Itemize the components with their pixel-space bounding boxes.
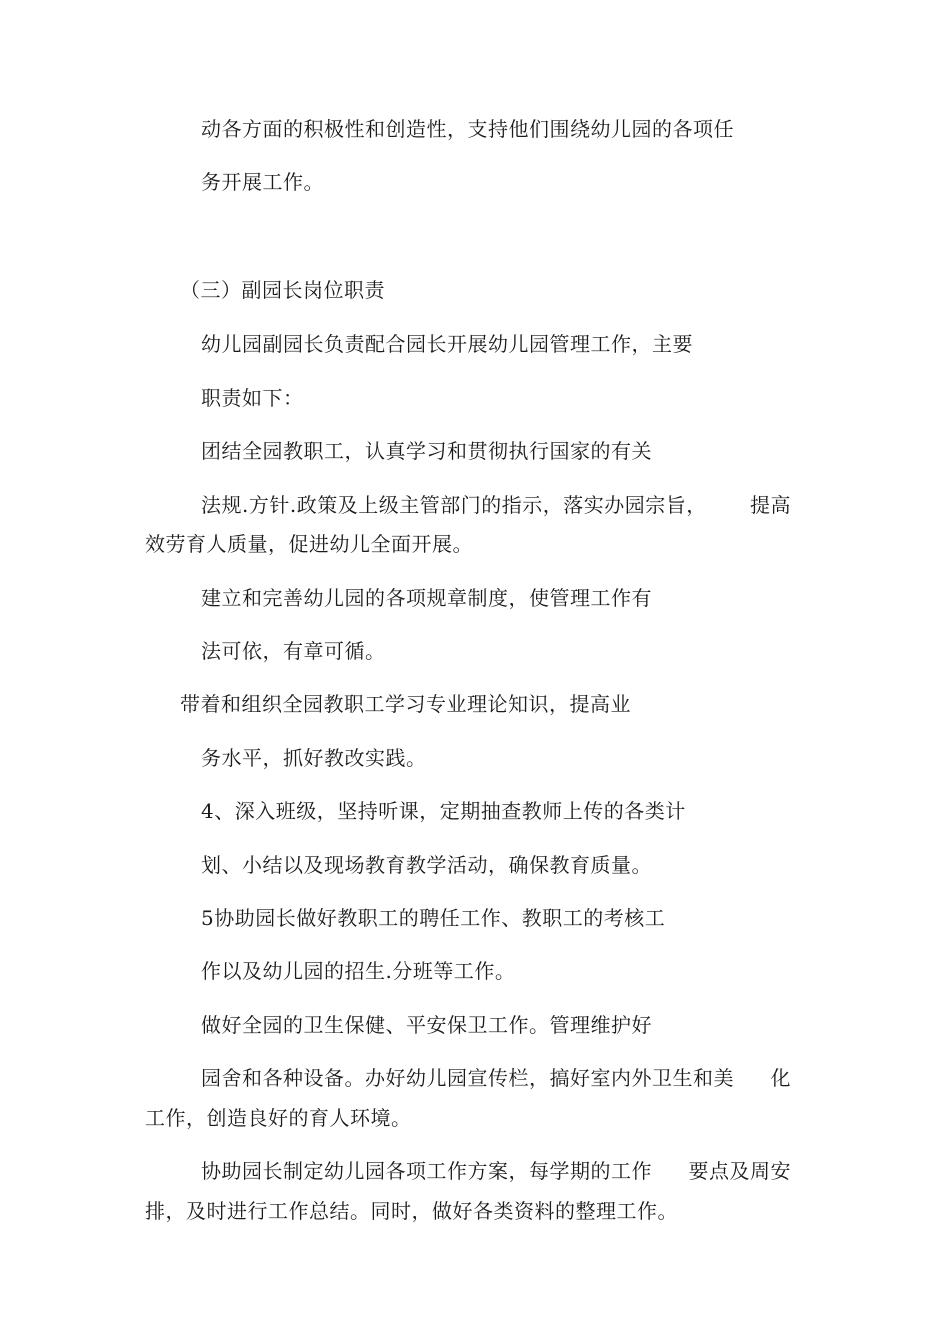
paragraph-line-8: 建立和完善幼儿园的各项规章制度，使管理工作有 [201, 586, 652, 610]
paragraph-line-7: 效劳育人质量，促进幼儿全面开展。 [145, 532, 473, 556]
paragraph-line-9: 法可依，有章可循。 [201, 639, 386, 663]
paragraph-line-18: 工作，创造良好的育人环境。 [145, 1106, 412, 1130]
paragraph-line-19-end: 要点及周安 [688, 1159, 791, 1183]
paragraph-line-19-main: 协助园长制定幼儿园各项工作方案，每学期的工作 [201, 1159, 652, 1183]
paragraph-line-2: 务开展工作。 [201, 170, 324, 194]
section-heading: （三）副园长岗位职责 [180, 278, 385, 302]
paragraph-line-4: 职责如下： [201, 386, 304, 410]
paragraph-line-6 [201, 491, 791, 519]
paragraph-line-16: 做好全园的卫生保健、平安保卫工作。管理维护好 [201, 1013, 652, 1037]
paragraph-line-20: 排，及时进行工作总结。同时，做好各类资料的整理工作。 [145, 1199, 678, 1223]
paragraph-line-12: 4、深入班级，坚持听课，定期抽查教师上传的各类计 [201, 799, 686, 823]
paragraph-line-1: 动各方面的积极性和创造性，支持他们围绕幼儿园的各项任 [201, 117, 734, 141]
paragraph-line-17-end: 化 [770, 1066, 791, 1090]
paragraph-line-6-main: 法规.方针.政策及上级主管部门的指示，落实办园宗旨， [201, 493, 707, 517]
paragraph-line-13: 划、小结以及现场教育教学活动，确保教育质量。 [201, 853, 652, 877]
paragraph-line-17-main: 园舍和各种设备。办好幼儿园宣传栏，搞好室内外卫生和美 [201, 1066, 734, 1090]
paragraph-line-17 [201, 1064, 791, 1092]
paragraph-line-6-end: 提高 [750, 493, 791, 517]
paragraph-line-15: 作以及幼儿园的招生.分班等工作。 [201, 959, 516, 983]
paragraph-line-5: 团结全园教职工，认真学习和贯彻执行国家的有关 [201, 439, 652, 463]
paragraph-line-3: 幼儿园副园长负责配合园长开展幼儿园管理工作，主要 [201, 332, 693, 356]
paragraph-line-11: 务水平，抓好教改实践。 [201, 746, 427, 770]
paragraph-line-19 [201, 1157, 791, 1185]
paragraph-line-14: 5协助园长做好教职工的聘任工作、教职工的考核工 [201, 906, 666, 930]
paragraph-line-10: 带着和组织全园教职工学习专业理论知识，提高业 [180, 692, 631, 716]
